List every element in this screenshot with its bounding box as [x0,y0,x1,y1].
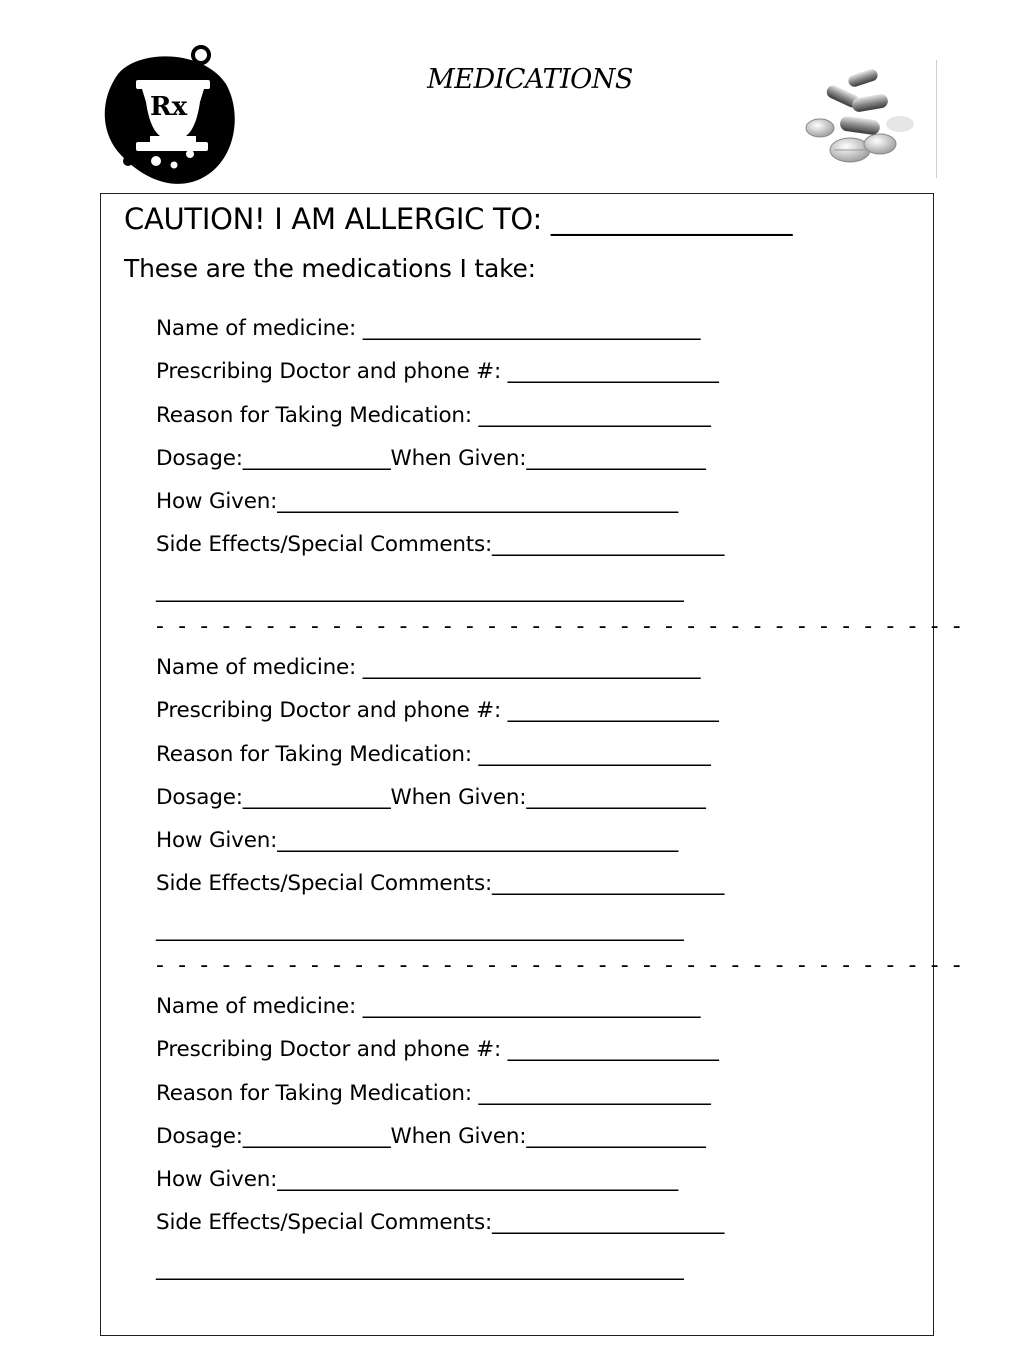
allergy-caution-line: CAUTION! I AM ALLERGIC TO: _________________ [124,202,793,236]
prescribing-doctor-field[interactable]: Prescribing Doctor and phone #: ____________________ [156,698,719,724]
how-given-field[interactable]: How Given:______________________________________ [156,489,679,515]
comments-continuation-line[interactable]: __________________________________________________ [156,577,684,603]
comments-continuation-line[interactable]: __________________________________________________ [156,916,684,942]
medicine-name-field[interactable]: Name of medicine: ________________________________ [156,655,701,680]
reason-field[interactable]: Reason for Taking Medication: ______________________ [156,1080,711,1106]
medicine-name-field[interactable]: Name of medicine: ________________________________ [156,994,701,1019]
entry-separator: - - - - - - - - - - - - - - - - - - - - - - - - - - - - - - - - - - - - - [156,614,965,639]
dosage-when-given-field[interactable]: Dosage:______________When Given:_________________ [156,784,706,810]
side-effects-field[interactable]: Side Effects/Special Comments:______________________ [156,871,725,897]
page-header [0,0,1024,190]
dosage-when-given-field[interactable]: Dosage:______________When Given:_________________ [156,445,706,471]
how-given-field[interactable]: How Given:______________________________________ [156,828,679,854]
entry-separator: - - - - - - - - - - - - - - - - - - - - - - - - - - - - - - - - - - - - - [156,953,965,978]
pills-icon [800,66,918,176]
medication-entry-1 [156,307,896,615]
comments-continuation-line[interactable]: __________________________________________________ [156,1255,684,1281]
dosage-when-given-field[interactable]: Dosage:______________When Given:_________________ [156,1123,706,1149]
how-given-field[interactable]: How Given:______________________________________ [156,1167,679,1193]
reason-field[interactable]: Reason for Taking Medication: ______________________ [156,402,711,428]
side-effects-field[interactable]: Side Effects/Special Comments:______________________ [156,532,725,558]
reason-field[interactable]: Reason for Taking Medication: ______________________ [156,741,711,767]
medication-entry-2 [156,646,896,954]
rx-logo-text: Rx [150,92,188,122]
medicine-name-field[interactable]: Name of medicine: ________________________________ [156,316,701,341]
intro-line: These are the medications I take: [124,254,536,283]
page-title: MEDICATIONS [427,64,633,95]
prescribing-doctor-field[interactable]: Prescribing Doctor and phone #: ____________________ [156,1037,719,1063]
side-effects-field[interactable]: Side Effects/Special Comments:______________________ [156,1210,725,1236]
prescribing-doctor-field[interactable]: Prescribing Doctor and phone #: ____________________ [156,359,719,385]
header-divider [936,60,937,178]
medication-entry-3 [156,985,896,1293]
